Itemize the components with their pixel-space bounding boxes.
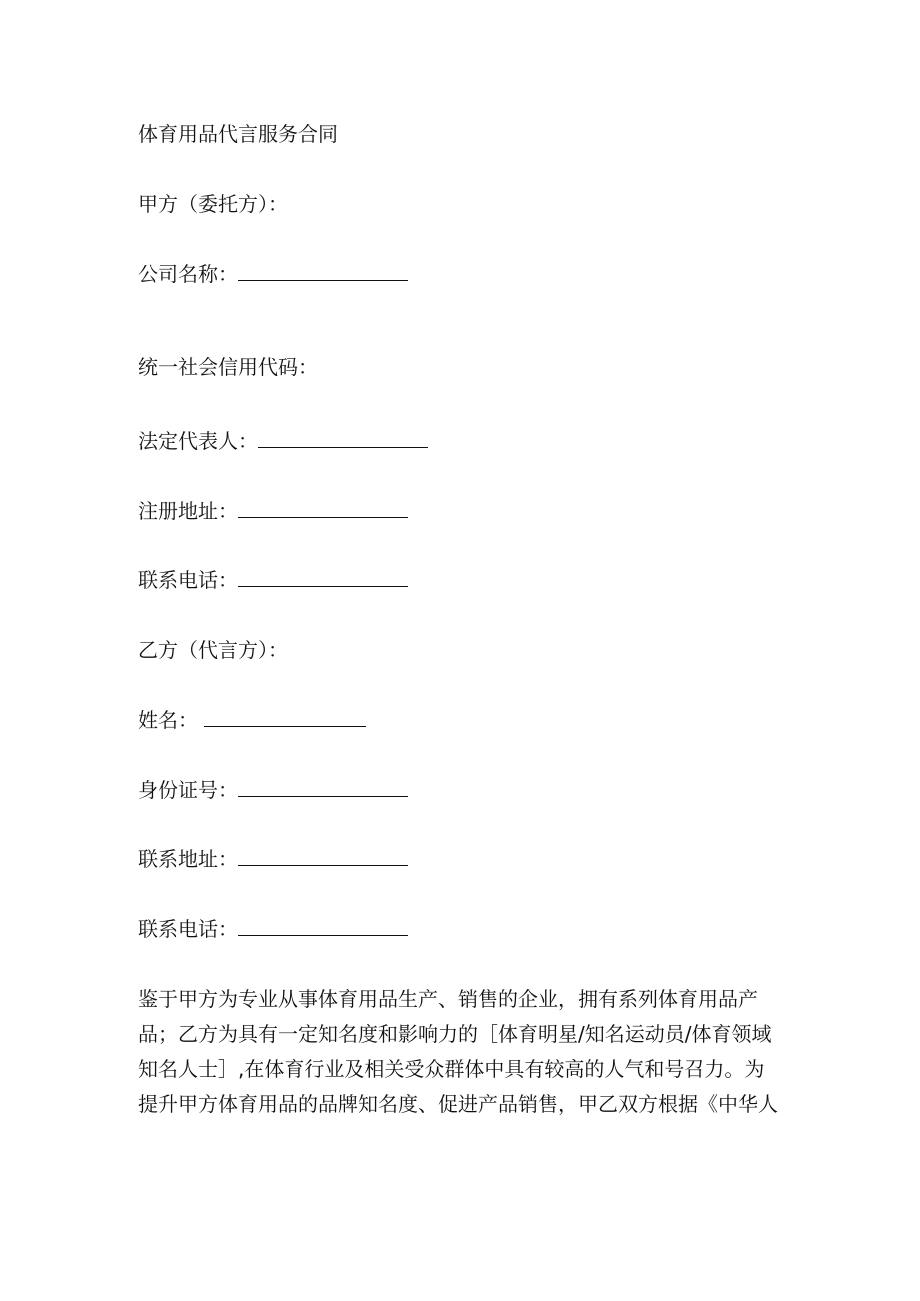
legal-representative-field (138, 427, 428, 455)
id-number-blank (238, 776, 408, 797)
legal-representative-label: 法定代表人： (138, 429, 258, 453)
id-number-label: 身份证号： (138, 778, 238, 802)
credit-code-label: 统一社会信用代码： (138, 355, 318, 379)
party-a-heading: 甲方（委托方）： (138, 192, 288, 216)
document-title: 体育用品代言服务合同 (138, 122, 338, 146)
company-name-label: 公司名称： (138, 262, 238, 286)
preamble-line: 提升甲方体育用品的品牌知名度、促进产品销售，甲乙双方根据《中华人 (138, 1092, 778, 1116)
legal-representative-blank (258, 427, 428, 448)
id-number-field (138, 776, 408, 804)
party-b-phone-field (138, 915, 408, 943)
party-b-heading: 乙方（代言方）： (138, 638, 288, 662)
company-name-field (138, 260, 408, 288)
contact-address-field (138, 845, 408, 873)
preamble-line: 品；乙方为具有一定知名度和影响力的［体育明星/知名运动员/体育领域 (138, 1022, 772, 1046)
registered-address-field (138, 497, 408, 525)
party-b-phone-blank (238, 915, 408, 936)
contact-address-blank (238, 845, 408, 866)
name-blank (204, 706, 366, 727)
party-b-phone-label: 联系电话： (138, 917, 238, 941)
credit-code-field (138, 353, 318, 381)
party-a-phone-field (138, 566, 408, 594)
registered-address-blank (238, 497, 408, 518)
preamble-line: 知名人士］,在体育行业及相关受众群体中具有较高的人气和号召力。为 (138, 1057, 765, 1081)
party-a-phone-blank (238, 566, 408, 587)
contact-address-label: 联系地址： (138, 847, 238, 871)
name-label: 姓名： (138, 708, 205, 732)
registered-address-label: 注册地址： (138, 499, 238, 523)
company-name-blank (238, 260, 408, 281)
name-field (138, 706, 366, 734)
party-a-phone-label: 联系电话： (138, 568, 238, 592)
preamble-line: 鉴于甲方为专业从事体育用品生产、销售的企业，拥有系列体育用品产 (138, 987, 758, 1011)
preamble-paragraph (138, 982, 788, 1122)
